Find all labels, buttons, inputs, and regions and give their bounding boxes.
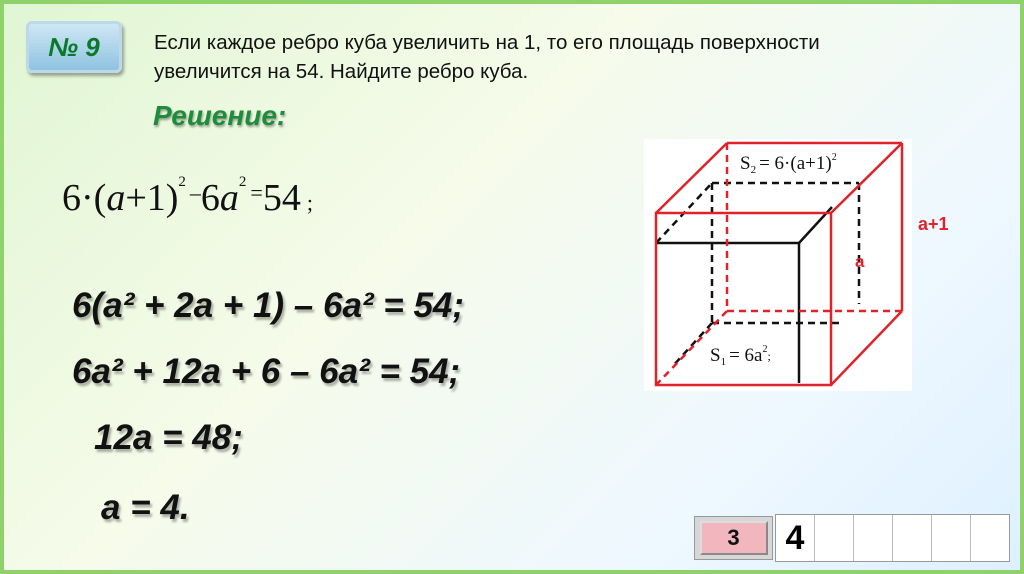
answer-cell[interactable]: [971, 515, 1009, 561]
formula-var: a: [219, 177, 239, 219]
solution-heading: Решение:: [153, 100, 287, 131]
problem-text: [154, 28, 934, 86]
answer-strip: [694, 514, 1010, 562]
problem-line-1: Если каждое ребро куба увеличить на 1, то его площадь поверхности: [154, 31, 820, 54]
formula-part: +1): [125, 177, 179, 219]
equation-formula: [62, 174, 313, 220]
formula-semicolon: ;: [306, 190, 313, 215]
formula-var: a: [106, 177, 126, 219]
big-cube-edge: [831, 143, 902, 213]
s2-formula-label: $S_2 = 6\cdot(a+1)^2$: [740, 152, 837, 176]
solution-step-3: 12a = 48;: [94, 418, 243, 457]
answer-number-button[interactable]: [694, 516, 773, 560]
formula-exponent: 2: [178, 174, 186, 190]
formula-part: 6·(: [62, 177, 107, 219]
answer-cell[interactable]: [815, 515, 854, 561]
answer-cell[interactable]: [854, 515, 893, 561]
solution-step-1: 6(a² + 2a + 1) – 6a² = 54;: [72, 286, 465, 325]
big-cube-edge: [656, 143, 727, 213]
problem-line-2: увеличится на 54. Найдите ребро куба.: [154, 60, 529, 83]
big-cube-edge: [831, 311, 902, 385]
edge-label-a-plus-1: a+1: [918, 214, 949, 234]
formula-rhs: 54: [262, 177, 301, 219]
formula-equals: =: [250, 180, 263, 205]
formula-exponent: 2: [238, 174, 247, 190]
answer-button-label: 3: [700, 521, 768, 555]
formula-part: 6: [200, 177, 220, 219]
answer-cell[interactable]: [932, 515, 971, 561]
answer-cell[interactable]: 4: [776, 515, 815, 561]
big-cube: [656, 143, 902, 385]
solution-step-2: 6a² + 12a + 6 – 6a² = 54;: [72, 352, 461, 391]
edge-label-a: a: [855, 252, 865, 271]
small-cube-hidden-edge: [672, 323, 712, 367]
s1-formula-label: $S_1 = 6a^2_;$: [710, 344, 771, 368]
cube-diagram: [644, 139, 912, 391]
solution-step-4: a = 4.: [101, 488, 190, 527]
answer-cells: [775, 514, 1010, 562]
answer-cell[interactable]: [893, 515, 932, 561]
formula-minus: –: [189, 180, 201, 205]
cube-diagram-svg: [644, 139, 912, 391]
task-number-badge: № 9: [26, 21, 122, 73]
